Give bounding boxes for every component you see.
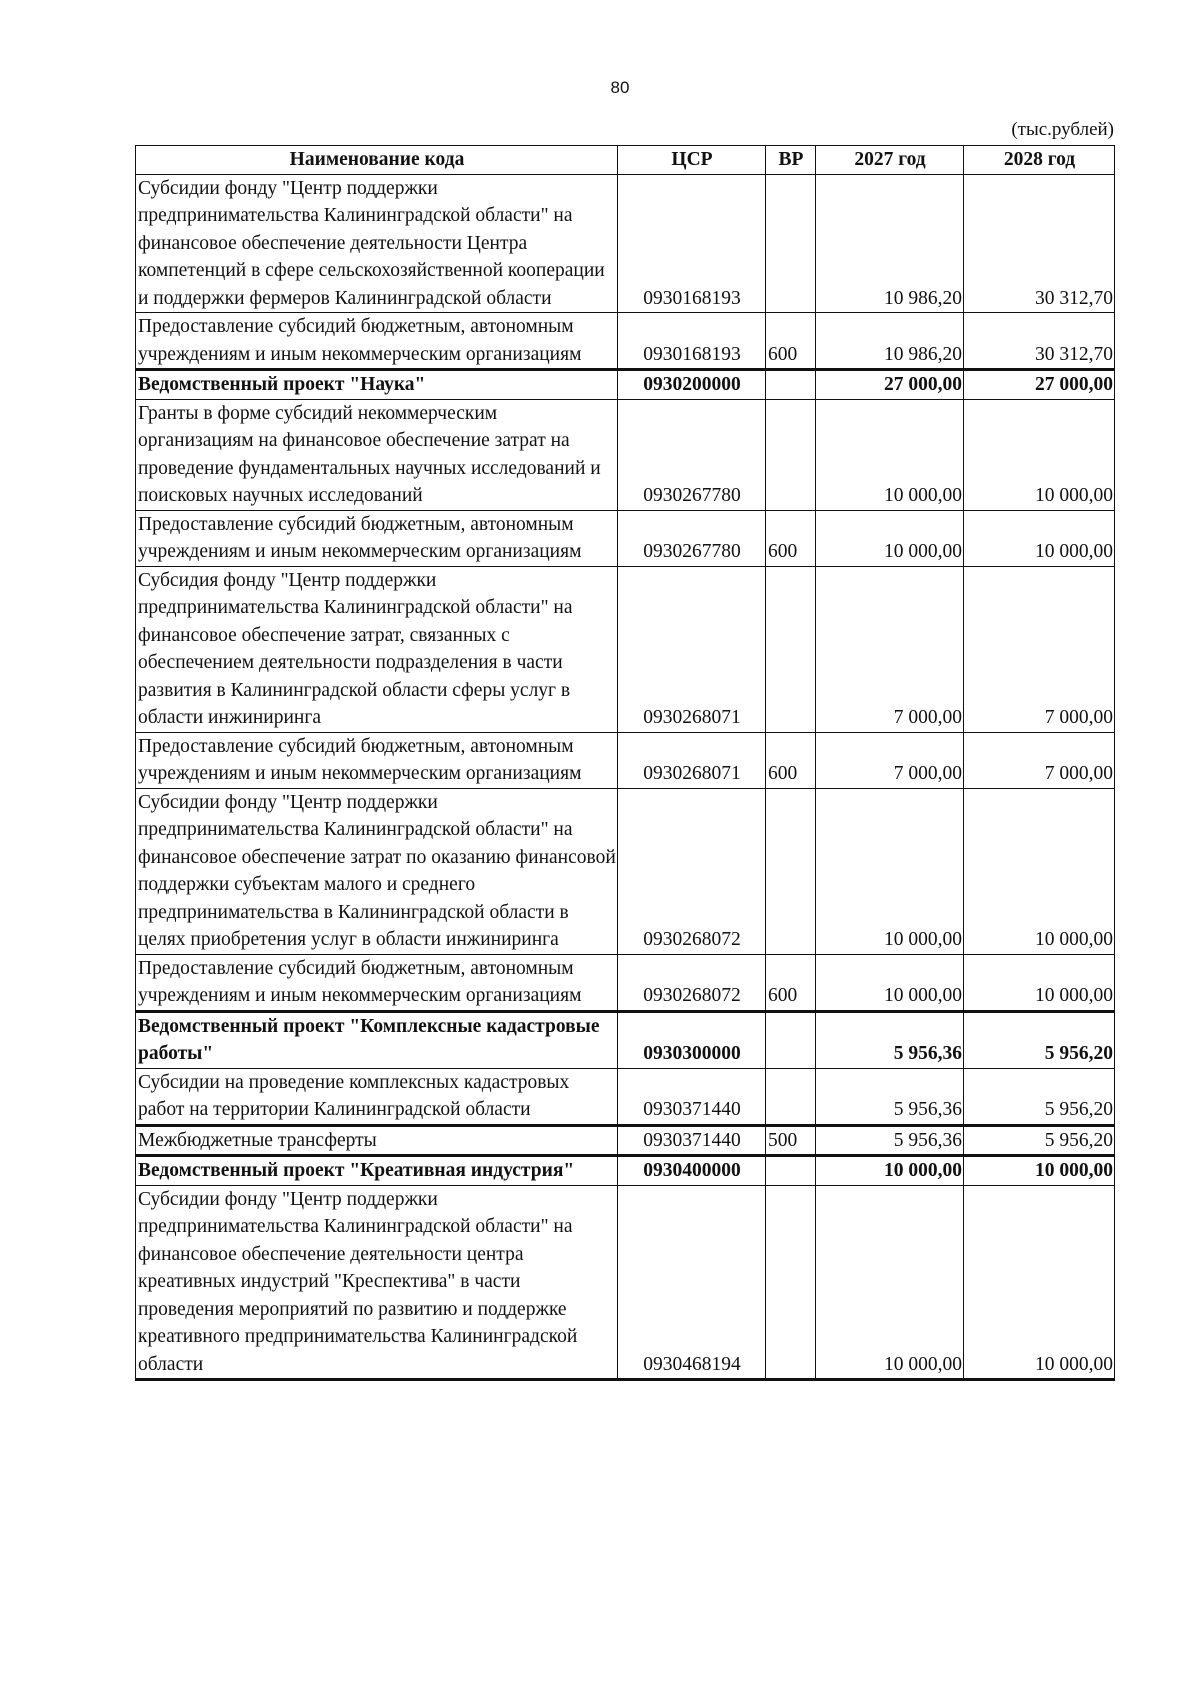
row-2027: 10 000,00: [816, 1156, 964, 1186]
row-vr: 600: [766, 954, 816, 1011]
row-2028: 10 000,00: [964, 954, 1115, 1011]
row-name: Субсидия фонду "Центр поддержки предпринимательства Калининградской области" на финансовое обеспечение затрат, связанных с обеспечением деятельности подразделения в части развития в Калининградской области сферы услуг в области инжиниринга: [136, 566, 618, 732]
row-2028: 5 956,20: [964, 1125, 1115, 1156]
row-csr: 0930168193: [618, 174, 766, 313]
row-name: Предоставление субсидий бюджетным, автономным учреждениям и иным некоммерческим организациям: [136, 313, 618, 370]
row-name: Ведомственный проект "Комплексные кадастровые работы": [136, 1011, 618, 1068]
row-vr: 500: [766, 1125, 816, 1156]
table-row: [136, 788, 1115, 954]
row-2028: 10 000,00: [964, 1156, 1115, 1186]
row-2028: 10 000,00: [964, 510, 1115, 566]
row-vr: [766, 566, 816, 732]
row-csr: 0930468194: [618, 1185, 766, 1380]
row-csr: 0930371440: [618, 1125, 766, 1156]
row-2027: 5 956,36: [816, 1068, 964, 1125]
row-vr: [766, 370, 816, 400]
row-name: Ведомственный проект "Наука": [136, 370, 618, 400]
table-row: [136, 510, 1115, 566]
row-2027: 10 000,00: [816, 1185, 964, 1380]
row-csr: 0930168193: [618, 313, 766, 370]
row-2027: 10 986,20: [816, 174, 964, 313]
row-2027: 10 000,00: [816, 954, 964, 1011]
row-vr: [766, 788, 816, 954]
table-row-project: [136, 370, 1115, 400]
row-vr: [766, 1011, 816, 1068]
row-vr: [766, 1156, 816, 1186]
row-2028: 5 956,20: [964, 1011, 1115, 1068]
row-2027: 10 000,00: [816, 399, 964, 510]
row-2028: 10 000,00: [964, 788, 1115, 954]
row-vr: 600: [766, 510, 816, 566]
row-2028: 7 000,00: [964, 732, 1115, 788]
row-csr: 0930268072: [618, 788, 766, 954]
row-2027: 7 000,00: [816, 732, 964, 788]
row-name: Ведомственный проект "Креативная индустрия": [136, 1156, 618, 1186]
row-2027: 27 000,00: [816, 370, 964, 400]
table-row: [136, 313, 1115, 370]
table-row-project: [136, 1156, 1115, 1186]
header-vr: ВР: [766, 146, 816, 175]
row-name: Предоставление субсидий бюджетным, автономным учреждениям и иным некоммерческим организациям: [136, 732, 618, 788]
table-row: [136, 399, 1115, 510]
table-row: [136, 1185, 1115, 1380]
row-csr: 0930300000: [618, 1011, 766, 1068]
row-2028: 30 312,70: [964, 313, 1115, 370]
row-name: Субсидии фонду "Центр поддержки предпринимательства Калининградской области" на финансовое обеспечение затрат по оказанию финансовой поддержки субъектам малого и среднего предпринимательства в Калининградской области в целях приобретения услуг в области инжиниринга: [136, 788, 618, 954]
row-2028: 10 000,00: [964, 1185, 1115, 1380]
row-name: Субсидии фонду "Центр поддержки предпринимательства Калининградской области" на финансовое обеспечение деятельности Центра компетенций в сфере сельскохозяйственной кооперации и поддержки фермеров Калининградской области: [136, 174, 618, 313]
table-row: [136, 1068, 1115, 1125]
row-vr: [766, 1068, 816, 1125]
row-csr: 0930400000: [618, 1156, 766, 1186]
units-label: (тыс.рублей): [1011, 119, 1114, 140]
row-2027: 10 000,00: [816, 788, 964, 954]
header-name: Наименование кода: [136, 146, 618, 175]
row-csr: 0930268071: [618, 732, 766, 788]
table-row: [136, 1125, 1115, 1156]
budget-table: [135, 145, 1115, 1381]
row-csr: 0930268072: [618, 954, 766, 1011]
row-2027: 5 956,36: [816, 1125, 964, 1156]
table-row: [136, 174, 1115, 313]
row-2027: 10 000,00: [816, 510, 964, 566]
row-2027: 5 956,36: [816, 1011, 964, 1068]
row-2028: 10 000,00: [964, 399, 1115, 510]
row-name: Субсидии фонду "Центр поддержки предпринимательства Калининградской области" на финансовое обеспечение деятельности центра креативных индустрий "Креспектива" в части проведения мероприятий по развитию и поддержке креативного предпринимательства Калининградской области: [136, 1185, 618, 1380]
row-name: Предоставление субсидий бюджетным, автономным учреждениям и иным некоммерческим организациям: [136, 510, 618, 566]
table-row: [136, 732, 1115, 788]
row-2028: 5 956,20: [964, 1068, 1115, 1125]
header-2027: 2027 год: [816, 146, 964, 175]
row-vr: [766, 174, 816, 313]
page-number: 80: [610, 78, 630, 97]
row-csr: 0930371440: [618, 1068, 766, 1125]
header-2028: 2028 год: [964, 146, 1115, 175]
row-2028: 27 000,00: [964, 370, 1115, 400]
row-csr: 0930267780: [618, 510, 766, 566]
table-row: [136, 566, 1115, 732]
table-header-row: [136, 146, 1115, 175]
table-row: [136, 954, 1115, 1011]
row-csr: 0930268071: [618, 566, 766, 732]
row-name: Межбюджетные трансферты: [136, 1125, 618, 1156]
row-name: Предоставление субсидий бюджетным, автономным учреждениям и иным некоммерческим организациям: [136, 954, 618, 1011]
row-vr: 600: [766, 313, 816, 370]
row-vr: [766, 1185, 816, 1380]
row-csr: 0930267780: [618, 399, 766, 510]
row-2028: 7 000,00: [964, 566, 1115, 732]
row-name: Гранты в форме субсидий некоммерческим организациям на финансовое обеспечение затрат на проведение фундаментальных научных исследований и поисковых научных исследований: [136, 399, 618, 510]
row-2027: 7 000,00: [816, 566, 964, 732]
row-vr: [766, 399, 816, 510]
header-csr: ЦСР: [618, 146, 766, 175]
row-vr: 600: [766, 732, 816, 788]
row-csr: 0930200000: [618, 370, 766, 400]
table-row-project: [136, 1011, 1115, 1068]
row-2028: 30 312,70: [964, 174, 1115, 313]
row-2027: 10 986,20: [816, 313, 964, 370]
row-name: Субсидии на проведение комплексных кадастровых работ на территории Калининградской области: [136, 1068, 618, 1125]
